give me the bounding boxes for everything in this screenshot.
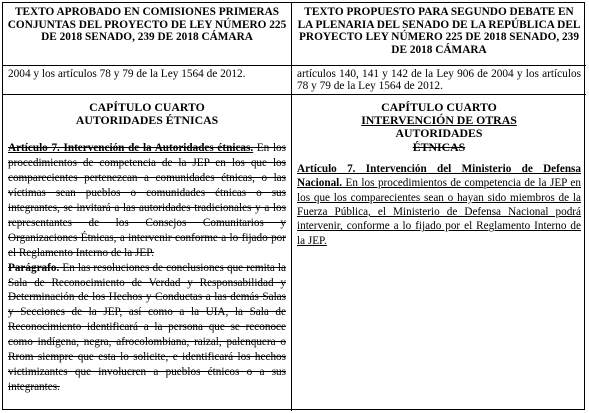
article-heading-left: Artículo 7. Intervención de la Autoridades étnicas. xyxy=(8,142,254,155)
chapter-heading-left xyxy=(8,101,286,127)
carryover-left-text: 2004 y los artículos 78 y 79 de la Ley 1564 de 2012. xyxy=(8,68,246,80)
carryover-left-cell xyxy=(3,66,292,95)
article-7-proposed xyxy=(297,162,581,248)
chapter-title-deleted: ÉTNICAS xyxy=(412,139,466,154)
header-proposed-text xyxy=(292,3,586,66)
article-heading-right: Artículo 7. Intervención del Ministerio de Defensa Nacional. xyxy=(297,162,581,190)
article-text-right: En los procedimientos de competencia de la JEP en los que los comparecientes sean o hayan sido miembros de la Fuerza Pública, el Ministerio de Defensa Nacional podrá intervenir, conforme a lo fijado por el Reglamento Interno de la JEP. xyxy=(297,177,581,247)
chapter-title-inserted: INTERVENCIÓN DE OTRAS xyxy=(361,113,517,128)
proposed-chapter-cell xyxy=(292,95,586,411)
chapter-title-left: AUTORIDADES ÉTNICAS xyxy=(75,113,219,128)
article-7-approved xyxy=(8,141,286,260)
header-approved-text xyxy=(3,3,292,66)
article-text-left: En los procedimientos de competencia de la JEP en los que los comparecientes pertenezcan a comunidades étnicas, o las víctimas sean pueblos o comunidades étnicas o sus integrantes, se invitará a las autoridades tradicionales y a los representantes de los Consejos Comunitarios y Organizaciones Étnicas, a intervenir conforme a lo fijado por el Reglamento Interno de la JEP. xyxy=(8,142,287,259)
comparison-table xyxy=(2,2,585,410)
header-left-text: TEXTO APROBADO EN COMISIONES PRIMERAS CONJUNTAS DEL PROYECTO DE LEY NÚMERO 225 DE 2018 SENADO, 239 DE 2018 CÁMARA xyxy=(7,6,287,44)
approved-chapter-cell xyxy=(3,95,292,411)
carryover-right-cell xyxy=(292,66,586,95)
paragraph-text-left: En las resoluciones de conclusiones que remita la Sala de Reconocimiento de Verdad y Responsabilidad y Determinación de los Hechos y Conductas a las demás Salas y Secciones de la JEP, así como a la UIA, la Sala de Reconocimiento identificará a la persona que se reconoce como indígena, negra, afrocolombiana, raizal, palenquera o Rrom siempre que esta lo solicite, e identificará los hechos victimizantes que involucren a pueblos étnicos o a sus integrantes. xyxy=(8,261,286,393)
chapter-number-right: CAPÍTULO CUARTO xyxy=(381,100,497,114)
chapter-title-kept: AUTORIDADES xyxy=(395,126,483,141)
header-right-text: TEXTO PROPUESTO PARA SEGUNDO DEBATE EN LA PLENARIA DEL SENADO DE LA REPÚBLICA DEL PROYECTO LEY NÚMERO 225 DE 2018 SENADO, 239 DE 2018 CÁMARA xyxy=(297,6,581,56)
paragraph-approved xyxy=(8,261,286,395)
chapter-number-left: CAPÍTULO CUARTO xyxy=(89,100,205,114)
chapter-title-right xyxy=(297,114,581,140)
chapter-heading-right xyxy=(297,101,581,154)
paragraph-heading-left: Parágrafo. xyxy=(8,261,60,274)
carryover-right-text: artículos 140, 141 y 142 de la Ley 906 de 2004 y los artículos 78 y 79 de la Ley 1564 de 2012. xyxy=(297,68,581,93)
